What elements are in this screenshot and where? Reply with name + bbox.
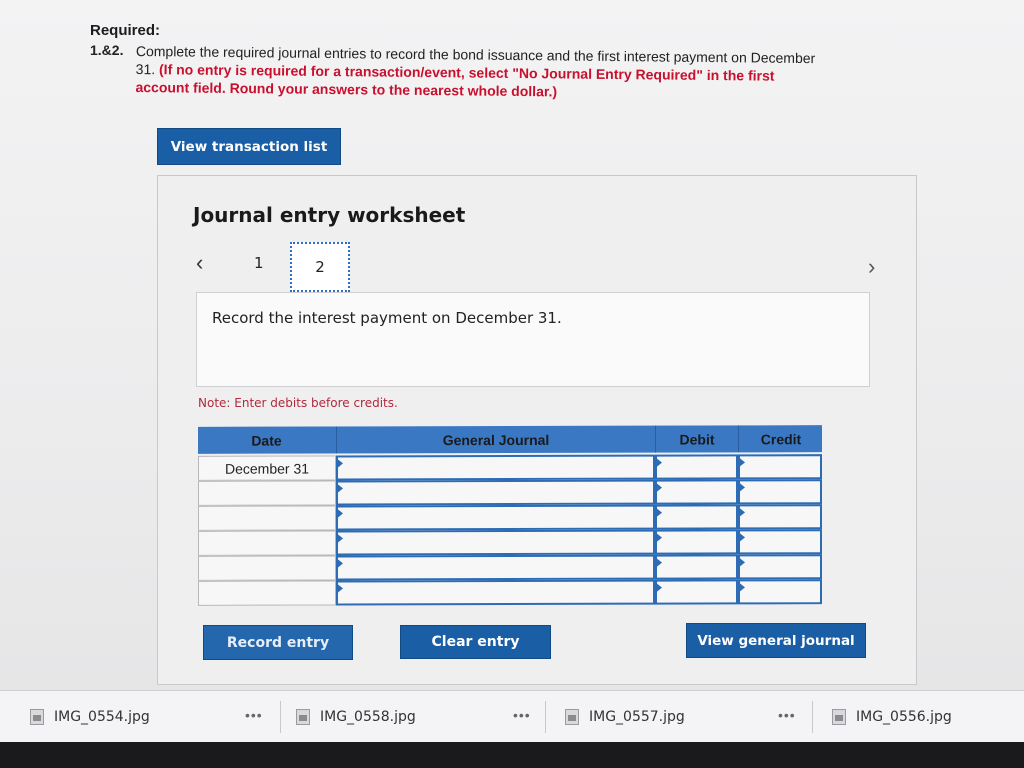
more-options-icon[interactable]: ••• <box>245 707 263 723</box>
account-input[interactable] <box>336 530 655 556</box>
account-input[interactable] <box>336 580 655 606</box>
download-filename: IMG_0556.jpg <box>856 709 952 725</box>
more-options-icon[interactable]: ••• <box>778 707 796 723</box>
account-input[interactable] <box>336 555 655 581</box>
image-file-icon <box>296 709 310 725</box>
record-entry-button[interactable]: Record entry <box>203 625 353 660</box>
divider <box>545 701 546 733</box>
required-text <box>135 42 816 103</box>
more-options-icon[interactable]: ••• <box>513 707 531 723</box>
instruction-text: Record the interest payment on December 31. <box>212 309 562 327</box>
debit-input[interactable] <box>655 504 738 529</box>
view-transaction-list-button[interactable]: View transaction list <box>157 128 341 165</box>
date-cell: December 31 <box>198 455 336 480</box>
debit-input[interactable] <box>655 529 738 554</box>
table-row <box>198 479 822 506</box>
monitor-bezel <box>0 742 1024 768</box>
divider <box>812 701 813 733</box>
download-item[interactable] <box>296 709 416 725</box>
journal-table <box>198 425 822 607</box>
required-number: 1.&2. <box>90 42 124 58</box>
credit-input[interactable] <box>738 529 822 554</box>
view-general-journal-button[interactable]: View general journal <box>686 623 866 658</box>
account-input[interactable] <box>336 505 655 531</box>
required-text-red: (If no entry is required for a transaction/event, select "No Journal Entry Required" in the first account field. Round your answers to the nearest whole dollar.) <box>135 61 775 100</box>
prev-arrow-icon[interactable]: ‹ <box>196 250 204 275</box>
download-filename: IMG_0558.jpg <box>320 709 416 725</box>
download-filename: IMG_0557.jpg <box>589 709 685 725</box>
credit-input[interactable] <box>738 479 822 504</box>
header-credit: Credit <box>738 425 823 452</box>
worksheet-page-1[interactable]: 1 <box>254 254 264 272</box>
divider <box>280 701 281 733</box>
credit-input[interactable] <box>738 554 822 579</box>
header-debit: Debit <box>655 425 738 452</box>
date-cell <box>198 480 336 505</box>
next-arrow-icon[interactable]: › <box>868 254 876 279</box>
date-cell <box>198 530 336 555</box>
worksheet-title: Journal entry worksheet <box>193 203 466 227</box>
credit-input[interactable] <box>738 454 822 479</box>
credit-input[interactable] <box>738 579 822 604</box>
table-row <box>198 504 822 531</box>
clear-entry-button[interactable]: Clear entry <box>400 625 551 659</box>
table-row <box>198 579 822 606</box>
journal-header-row <box>198 425 822 454</box>
download-item[interactable] <box>832 709 952 725</box>
table-row <box>198 554 822 581</box>
debit-input[interactable] <box>655 479 738 504</box>
required-text-plain: Complete the required journal entries to record the bond issuance and the first interest payment on December 31. <box>135 42 816 78</box>
download-filename: IMG_0554.jpg <box>54 709 150 725</box>
journal-entry-worksheet <box>157 175 917 685</box>
header-general-journal: General Journal <box>336 426 655 454</box>
required-title: Required: <box>90 22 161 39</box>
date-cell <box>198 555 336 580</box>
image-file-icon <box>30 709 44 725</box>
table-row <box>198 529 822 556</box>
date-cell <box>198 580 336 605</box>
debit-input[interactable] <box>655 579 738 604</box>
credit-input[interactable] <box>738 504 822 529</box>
worksheet-page-2[interactable]: 2 <box>290 242 350 292</box>
header-date: Date <box>251 432 282 449</box>
account-input[interactable] <box>336 455 655 481</box>
downloads-bar <box>0 690 1024 743</box>
debit-input[interactable] <box>655 454 738 479</box>
debit-input[interactable] <box>655 554 738 579</box>
download-item[interactable] <box>565 709 685 725</box>
image-file-icon <box>832 709 846 725</box>
image-file-icon <box>565 709 579 725</box>
note-text: Note: Enter debits before credits. <box>198 396 398 410</box>
download-item[interactable] <box>30 709 150 725</box>
account-input[interactable] <box>336 480 655 506</box>
table-row <box>198 454 822 481</box>
instruction-box <box>196 292 870 387</box>
date-cell <box>198 505 336 530</box>
